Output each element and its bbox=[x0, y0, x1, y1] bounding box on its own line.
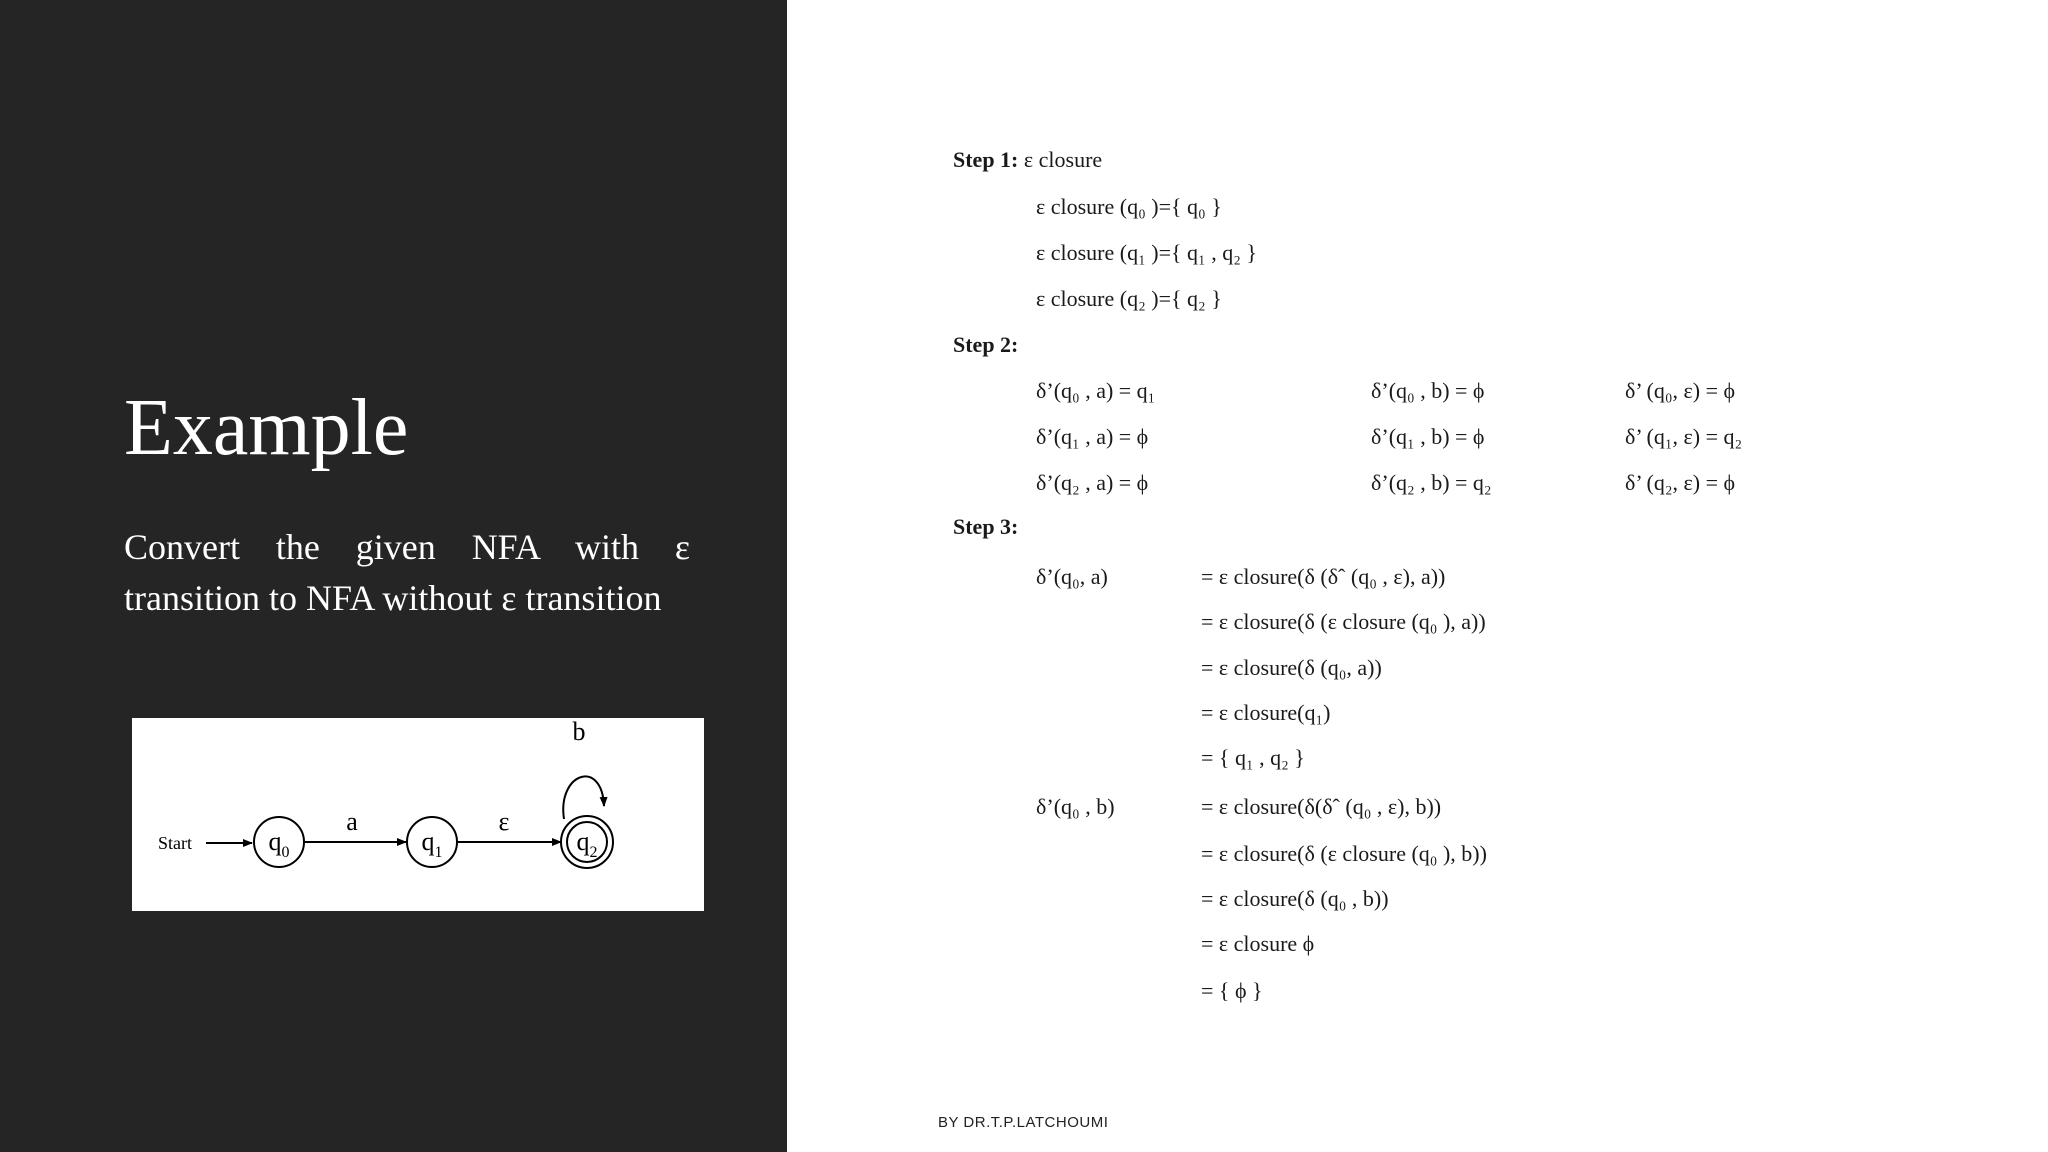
step1-heading: Step 1: ε closure bbox=[953, 147, 1103, 172]
step3-line: = ε closure(δ (δˆ (q₀ , ε), a)) bbox=[1201, 564, 1446, 589]
step2-cell: δ’ (q₀, ε) = ϕ bbox=[1625, 378, 1736, 403]
state-q2-label: $q_2$ bbox=[576, 827, 598, 861]
transition-q0-q1-label: a bbox=[346, 807, 358, 836]
step1-line: ε closure (q₂ )={ q₂ } bbox=[1036, 286, 1222, 311]
step2-heading: Step 2: bbox=[953, 332, 1019, 357]
step3-block-label: δ’(q₀, a) bbox=[1036, 564, 1108, 589]
step2-cell: δ’ (q₁, ε) = q₂ bbox=[1625, 424, 1743, 449]
step2-cell: δ’(q₀ , b) = ϕ bbox=[1371, 378, 1485, 403]
step3-line: = ε closure(δ (q₀ , b)) bbox=[1201, 886, 1389, 911]
slide-title: Example bbox=[124, 384, 409, 472]
step2-cell: δ’ (q₂, ε) = ϕ bbox=[1625, 470, 1736, 495]
transition-q2-self-loop-label: b bbox=[572, 718, 586, 746]
step2-cell: δ’(q₂ , a) = ϕ bbox=[1036, 470, 1149, 495]
step3-line: = ε closure(q₁) bbox=[1201, 700, 1331, 725]
step3-line: = ε closure(δ (ε closure (q₀ ), a)) bbox=[1201, 609, 1486, 634]
step3-heading: Step 3: bbox=[953, 514, 1019, 539]
left-panel bbox=[0, 0, 787, 1152]
step3-line: = ε closure(δ(δˆ (q₀ , ε), b)) bbox=[1201, 794, 1442, 819]
step2-cell: δ’(q₁ , a) = ϕ bbox=[1036, 424, 1149, 449]
step1-line: ε closure (q₀ )={ q₀ } bbox=[1036, 194, 1222, 219]
step2-cell: δ’(q₀ , a) = q₁ bbox=[1036, 378, 1156, 403]
step2-cell: δ’(q₂ , b) = q₂ bbox=[1371, 470, 1492, 495]
state-q0-label: $q_0$ bbox=[268, 827, 290, 861]
start-label: Start bbox=[158, 833, 192, 853]
step3-line: = { ϕ } bbox=[1201, 978, 1263, 1003]
nfa-diagram-svg bbox=[132, 718, 704, 911]
nfa-diagram bbox=[132, 718, 704, 911]
step3-line: = { q₁ , q₂ } bbox=[1201, 745, 1305, 770]
step3-line: = ε closure(δ (q₀, a)) bbox=[1201, 655, 1382, 680]
footer-author: BY DR.T.P.LATCHOUMI bbox=[938, 1114, 1109, 1131]
step2-cell: δ’(q₁ , b) = ϕ bbox=[1371, 424, 1485, 449]
transition-q1-q2-label: ε bbox=[498, 807, 510, 836]
transition-q2-self-loop bbox=[563, 776, 604, 819]
step3-block-label: δ’(q₀ , b) bbox=[1036, 794, 1115, 819]
solution-panel bbox=[787, 0, 2048, 1152]
step1-line: ε closure (q₁ )={ q₁ , q₂ } bbox=[1036, 240, 1257, 265]
slide-description: Convert the given NFA with ε transition to NFA without ε transition bbox=[124, 527, 690, 618]
step3-line: = ε closure ϕ bbox=[1201, 931, 1315, 956]
step3-line: = ε closure(δ (ε closure (q₀ ), b)) bbox=[1201, 841, 1487, 866]
state-q1-label: $q_1$ bbox=[421, 827, 443, 861]
